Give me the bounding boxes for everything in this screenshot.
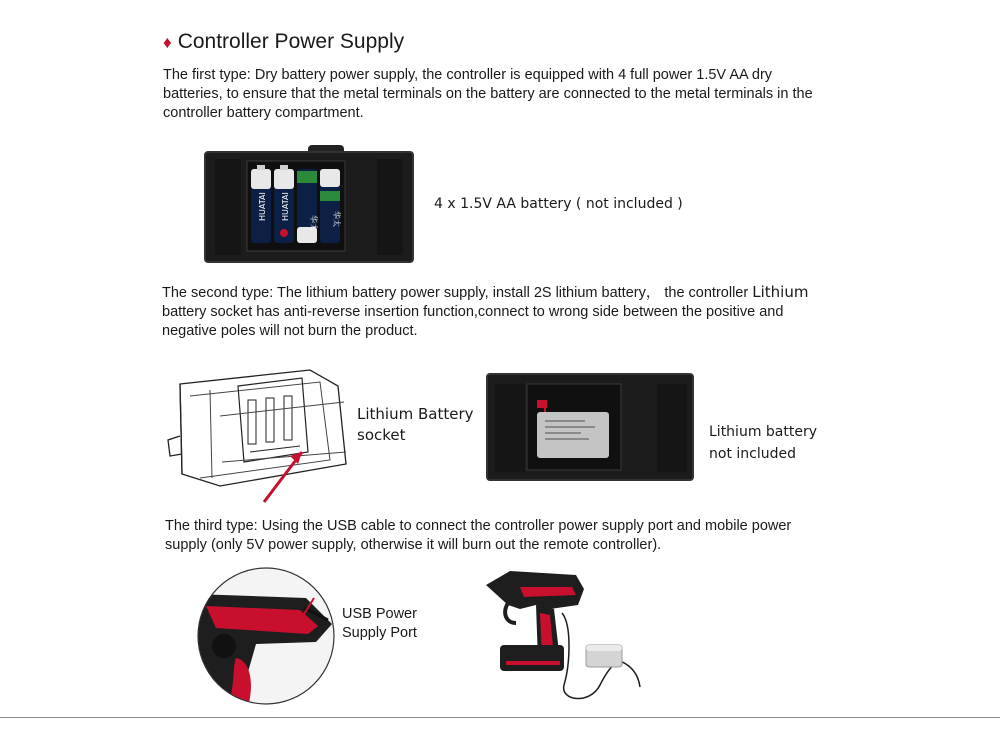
battery-icon <box>297 169 317 243</box>
first-type-line: batteries, to ensure that the metal terminals on the battery are connected to the metal terminals in the <box>163 86 813 102</box>
third-type-paragraph <box>165 517 791 555</box>
usb-port-caption-line: Supply Port <box>342 625 417 641</box>
battery-brand-label: HUATAI <box>258 192 267 221</box>
battery-brand-label: HUATAI <box>281 192 290 221</box>
lithium-battery-caption <box>709 421 817 465</box>
lithium-battery-caption-line: not included <box>709 446 796 462</box>
second-type-line: battery socket has anti-reverse insertion function,connect to wrong side between the positive and <box>162 304 784 320</box>
second-type-line-start: The second type: The lithium battery power supply, install 2S lithium battery， the controller <box>162 285 749 301</box>
controller-with-power-bank-image <box>480 565 650 707</box>
battery-icon <box>320 169 340 243</box>
diamond-bullet-icon: ♦ <box>163 33 172 52</box>
third-type-line: supply (only 5V power supply, otherwise it will burn out the remote controller). <box>165 537 662 553</box>
lithium-battery-icon <box>537 412 609 458</box>
bottom-divider <box>0 717 1000 718</box>
battery-brand-label: 华太 <box>309 215 318 231</box>
lithium-battery-caption-line: Lithium battery <box>709 424 818 440</box>
usb-port-caption <box>342 605 417 643</box>
second-type-line: negative poles will not burn the product. <box>162 323 418 339</box>
socket-caption <box>357 404 473 446</box>
usb-port-closeup-image <box>196 564 336 714</box>
first-type-line: The first type: Dry battery power supply, the controller is equipped with 4 full power 1.5V AA dry <box>163 67 773 83</box>
socket-caption-line: Lithium Battery <box>357 405 474 423</box>
third-type-line: The third type: Using the USB cable to connect the controller power supply port and mobile power <box>165 518 792 534</box>
lithium-battery-compartment-image <box>485 372 695 482</box>
usb-port-caption-line: USB Power <box>342 606 417 622</box>
lithium-socket-diagram <box>160 356 355 504</box>
socket-caption-line: socket <box>357 426 406 444</box>
first-type-line: controller battery compartment. <box>163 105 364 121</box>
aa-battery-caption: 4 x 1.5V AA battery ( not included ) <box>434 196 683 212</box>
aa-battery-compartment-image <box>203 143 415 265</box>
battery-brand-label: 华太 <box>332 211 341 227</box>
page-title <box>163 30 404 54</box>
battery-connector-icon <box>537 400 547 408</box>
second-type-paragraph <box>162 283 808 341</box>
page-title-text: Controller Power Supply <box>177 30 405 53</box>
second-type-line-end: Lithium <box>752 283 809 301</box>
second-type-line <box>162 283 808 303</box>
first-type-paragraph <box>163 66 813 123</box>
